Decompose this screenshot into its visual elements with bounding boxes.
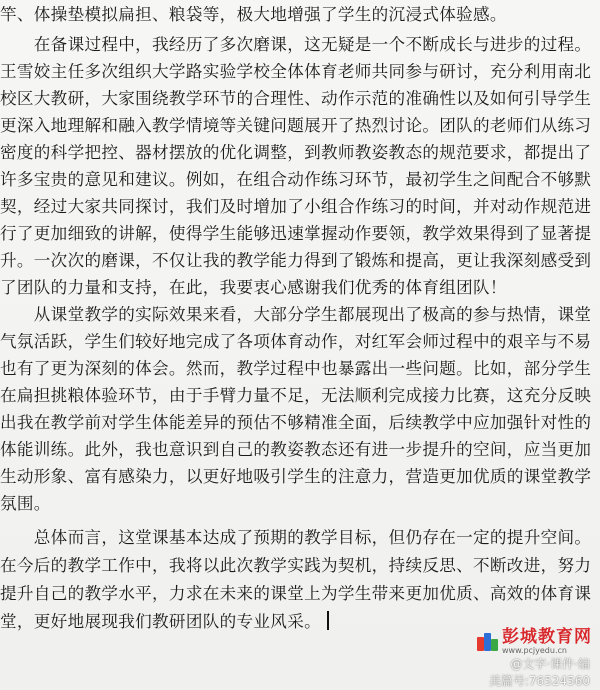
logo-url: www.pcjyedu.cn <box>502 646 567 655</box>
text-line: 竿、体操垫模拟扁担、粮袋等，极大地增强了学生的沉浸式体验感。 <box>0 5 507 24</box>
text-line: 升。一次次的磨课，不仅让我的教学能力得到了锻炼和提高，更让我深刻感受到 <box>0 251 592 270</box>
text-line: 也有了更为深刻的体会。然而，教学过程中也暴露出一些问题。比如，部分学生 <box>0 359 592 378</box>
text-line: 体能训练。此外，我也意识到自己的教姿教态还有进一步提升的空间，应当更加 <box>0 440 592 459</box>
text-line: 在扁担挑粮体验环节，由于手臂力量不足，无法顺利完成接力比赛，这充分反映 <box>0 386 592 405</box>
text-line: 总体而言，这堂课基本达成了预期的教学目标，但仍存在一定的提升空间。 <box>0 528 592 547</box>
text-line: 在备课过程中，我经历了多次磨课，这无疑是一个不断成长与进步的过程。 <box>0 35 592 54</box>
text-line-content: 堂，更好地展现我们教研团队的专业风采。 <box>0 612 321 631</box>
text-line: 王雪姣主任多次组织大学路实验学校全体体育老师共同参与研讨，充分利用南北 <box>0 62 592 81</box>
text-line: 从课堂教学的实际效果来看，大部分学生都展现出了极高的参与热情，课堂 <box>0 305 592 324</box>
text-line: 提升自己的教学水平，力求在未来的课堂上为学生带来更加优质、高效的体育课 <box>0 584 592 603</box>
text-line: 气氛活跃，学生们较好地完成了各项体育动作，对红军会师过程中的艰辛与不易 <box>0 332 592 351</box>
text-line: 密度的科学把控、器材摆放的优化调整，到教师教姿教态的规范要求，都提出了 <box>0 143 592 162</box>
text-line: 氛围。 <box>0 494 51 513</box>
text-line: 了团队的力量和支持，在此，我要衷心感谢我们优秀的体育组团队！ <box>0 278 507 297</box>
text-line: 校区大教研，大家围绕教学环节的合理性、动作示范的准确性以及如何引导学生 <box>0 89 592 108</box>
text-line: 生动形象、富有感染力，以更好地吸引学生的注意力，营造更加优质的课堂教学 <box>0 467 592 486</box>
text-line: 在今后的教学工作中，我将以此次教学实践为契机，持续反思、不断改进，努力 <box>0 556 592 575</box>
text-line: 契，经过大家共同探讨，我们及时增加了小组合作练习的时间，并对动作规范进 <box>0 197 592 216</box>
logo-title: 彭城教育网 <box>502 627 592 647</box>
logo-text-block <box>502 629 592 655</box>
book-stack-icon <box>477 631 499 653</box>
site-logo <box>477 629 592 655</box>
text-line: 更深入地理解和融入教学情境等关键问题展开了热烈讨论。团队的老师们从练习 <box>0 116 592 135</box>
watermark-source: @文字·课件·编 <box>510 657 590 671</box>
text-line: 许多宝贵的意见和建议。例如，在组合动作练习环节，最初学生之间配合不够默 <box>0 170 592 189</box>
text-cursor <box>327 611 329 630</box>
text-line: 出我在教学前对学生体能差异的预估不够精准全面，后续教学中应加强针对性的 <box>0 413 592 432</box>
watermark-id: 美篇号:76524560 <box>488 674 590 688</box>
text-line: 行了更加细致的讲解，使得学生能够迅速掌握动作要领，教学效果得到了显著提 <box>0 224 592 243</box>
